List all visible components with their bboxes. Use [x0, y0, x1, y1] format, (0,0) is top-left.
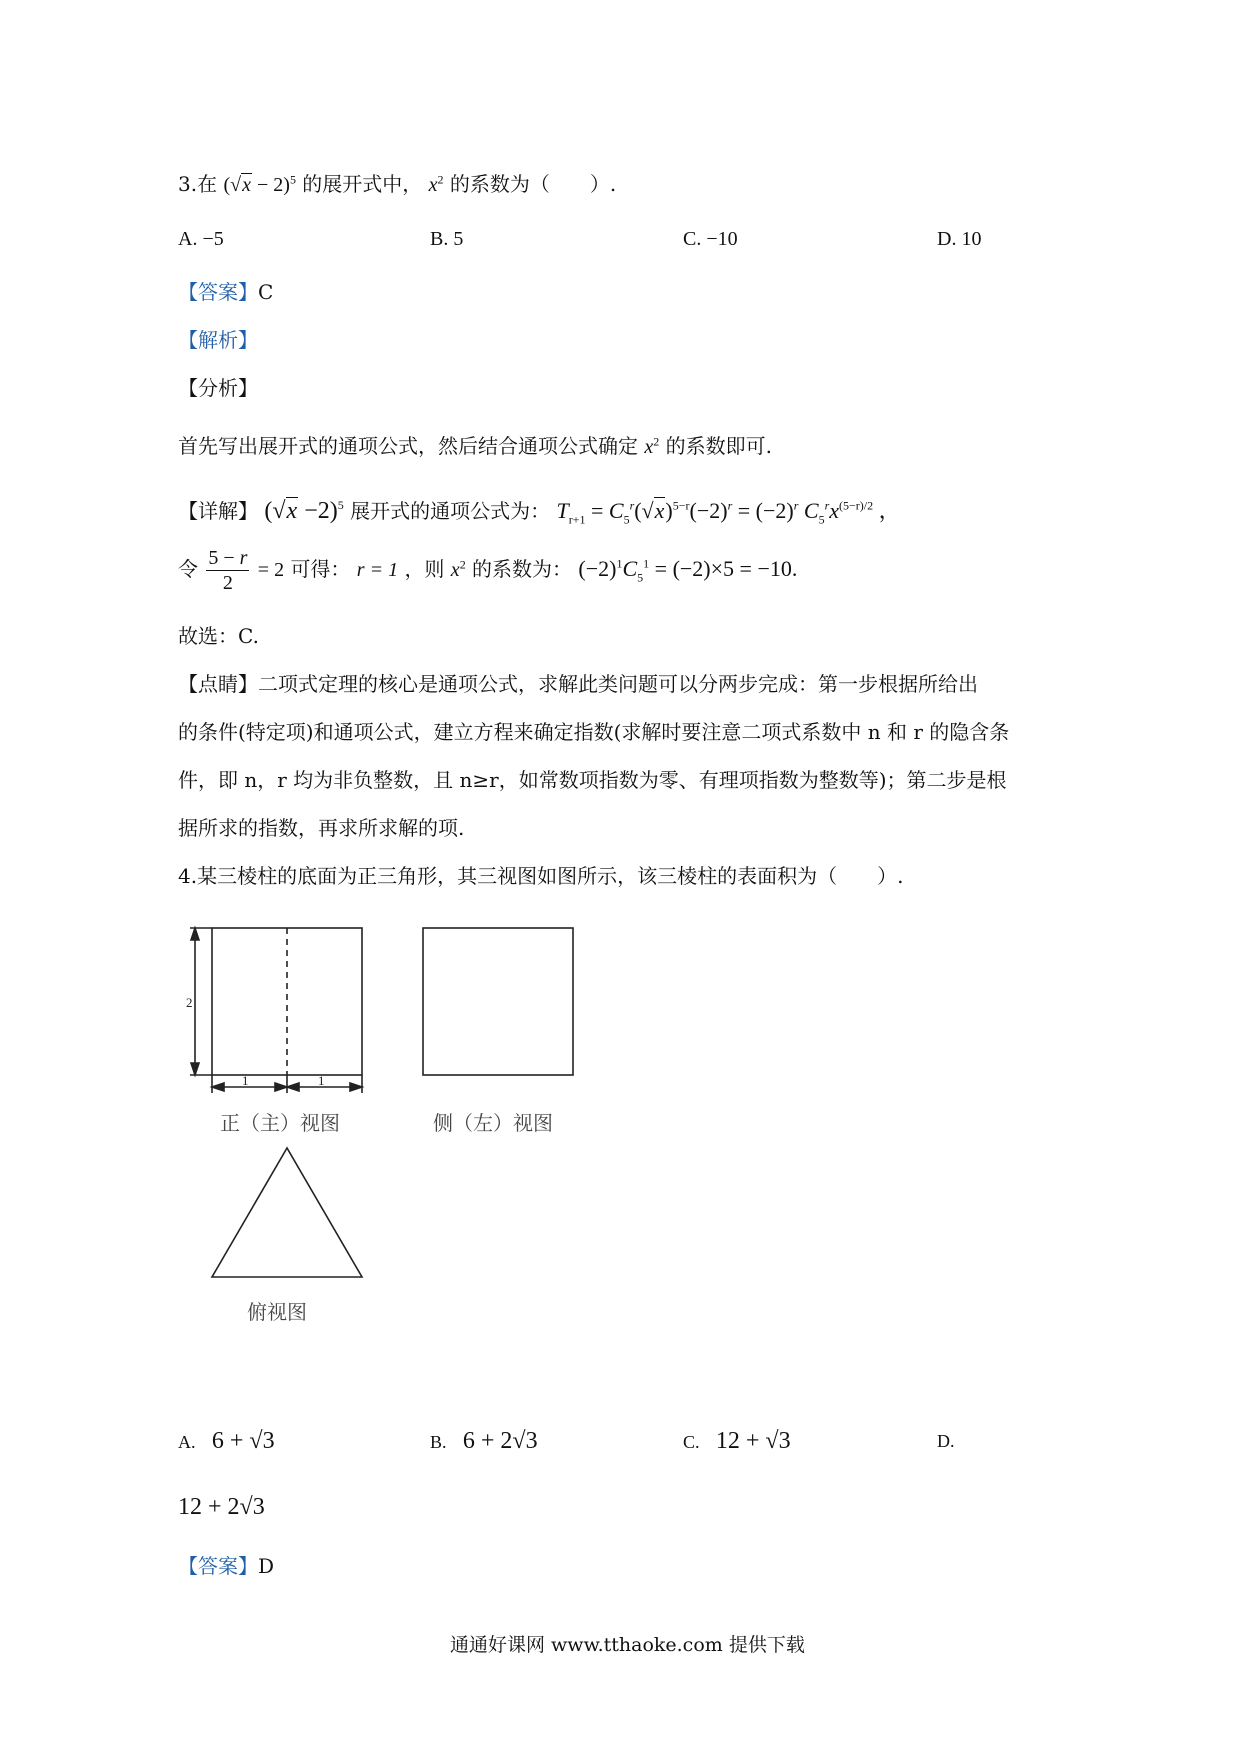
q4-option-d-label: D.	[937, 1431, 955, 1451]
side-view	[423, 928, 573, 1075]
dim-right-label: 1	[318, 1073, 325, 1088]
q3-option-c: C. −10	[683, 228, 738, 250]
q3-answer-line	[178, 276, 273, 305]
q3-xiangjie-formula: $T_{r+1} = C_5^r(√x)^{5-r}(-2)^r = (-2)^r$ $C_5^rx^{(5-r)/2}$ ，	[556, 498, 901, 527]
q3-analysis-tag: 【解析】	[178, 328, 258, 352]
front-view	[190, 928, 362, 1093]
q4-option-b-value: 6 + 2√3	[462, 1428, 538, 1454]
q3-stem-x: x	[428, 174, 438, 196]
front-view-label: 正（主）视图	[220, 1111, 340, 1135]
q3-fenxi-x: x	[644, 436, 654, 458]
q4-option-c-value: 12 + √3	[715, 1428, 791, 1454]
q3-ling: 令	[178, 557, 198, 581]
q3-stem-minus: − 2)	[251, 174, 290, 196]
side-view-label: 侧（左）视图	[433, 1111, 553, 1135]
page-footer: 通通好课网 www.tthaoke.com 提供下载	[450, 1634, 805, 1656]
q3-ling-mid: 可得：	[290, 557, 351, 581]
q3-answer-tag: 【答案】	[178, 280, 258, 304]
q3-stem	[178, 168, 616, 197]
q3-fenxi-tag: 【分析】	[178, 376, 258, 400]
q3-answer: C	[258, 280, 274, 304]
q3-dianjing-1	[178, 668, 978, 697]
q3-option-b: B. 5	[430, 228, 464, 250]
q3-dianjing-3: 件，即 n，r 均为非负整数，且 n≥r，如常数项指数为零、有理项指数为整数等)；第二步是根	[178, 768, 1007, 792]
dim-height-label: 2	[186, 995, 193, 1010]
q4-three-view-figure	[186, 915, 590, 1335]
q4-stem: 4.某三棱柱的底面为正三角形，其三视图如图所示，该三棱柱的表面积为（ ）.	[178, 864, 904, 888]
q3-fenxi-tail: 的系数即可.	[665, 434, 772, 458]
q3-stem-pow: 5	[289, 172, 296, 187]
q4-option-d-value: 12 + 2√3	[178, 1494, 265, 1520]
q4-option-a-value: 6 + √3	[211, 1428, 275, 1454]
q4-answer-line	[178, 1550, 274, 1579]
q3-fenxi-text	[178, 430, 772, 459]
q3-stem-sqrt: x	[242, 174, 251, 196]
q4-answer-tag: 【答案】	[178, 1554, 258, 1578]
q3-dianjing-2: 的条件(特定项)和通项公式，建立方程来确定指数(求解时要注意二项式系数中 n 和 r 的隐含条	[178, 720, 1010, 744]
q3-ling-coef: 的系数为：	[472, 557, 573, 581]
q3-xiangjie-line	[178, 494, 901, 525]
q3-xiangjie-expr: $(√x -2)^5$	[264, 498, 344, 524]
q4-option-d	[937, 1428, 955, 1452]
q4-option-b-label: B.	[430, 1432, 447, 1452]
q3-xiangjie-tag: 【详解】	[178, 499, 258, 523]
q4-option-c-label: C.	[683, 1432, 700, 1452]
top-view-label: 俯视图	[247, 1300, 307, 1324]
q3-ling-then: ，则	[404, 557, 445, 581]
q3-option-a: A. −5	[178, 228, 224, 250]
q4-option-a-label: A.	[178, 1432, 196, 1452]
q3-option-d: D. 10	[937, 228, 982, 250]
q3-stem-mid: 的展开式中，	[302, 172, 423, 196]
q3-stem-suffix: 的系数为（ ）.	[449, 172, 617, 196]
dim-left-label: 1	[242, 1073, 249, 1088]
q4-answer: D	[258, 1554, 275, 1578]
q3-fenxi-body: 首先写出展开式的通项公式，然后结合通项公式确定	[178, 434, 638, 458]
q3-ling-line: 令 $\frac{5 - r}{2}$ = 2 可得： r = 1 ，则 $x^2$ 的系数为： $(-2)^1C_5^1 = (-2)\times 5 = -10$.	[178, 547, 798, 594]
q3-ling-fraction: $\frac{5 - r}{2}$	[208, 547, 248, 594]
q3-ling-r: r = 1	[356, 559, 399, 581]
q3-guxuan: 故选：C.	[178, 624, 259, 648]
q3-dianjing-tag: 【点睛】	[178, 672, 258, 696]
q3-stem-expr: $(√x - 2)^5$	[223, 172, 296, 196]
top-view	[212, 1148, 362, 1277]
q3-stem-x-pow: 2	[437, 172, 444, 187]
q3-xiangjie-text: 展开式的通项公式为：	[350, 499, 551, 523]
q3-dianjing-text-1: 二项式定理的核心是通项公式，求解此类问题可以分两步完成：第一步根据所给出	[258, 672, 978, 696]
q4-option-a	[178, 1428, 275, 1455]
q3-ling-result: (−2)×5 = −10.	[672, 556, 798, 581]
q3-fenxi-x-pow: 2	[653, 434, 660, 449]
q4-option-c	[683, 1428, 791, 1455]
q4-option-b	[430, 1428, 538, 1455]
q3-stem-prefix: 3.在	[178, 172, 218, 196]
q3-dianjing-4: 据所求的指数，再求所求解的项.	[178, 816, 465, 840]
